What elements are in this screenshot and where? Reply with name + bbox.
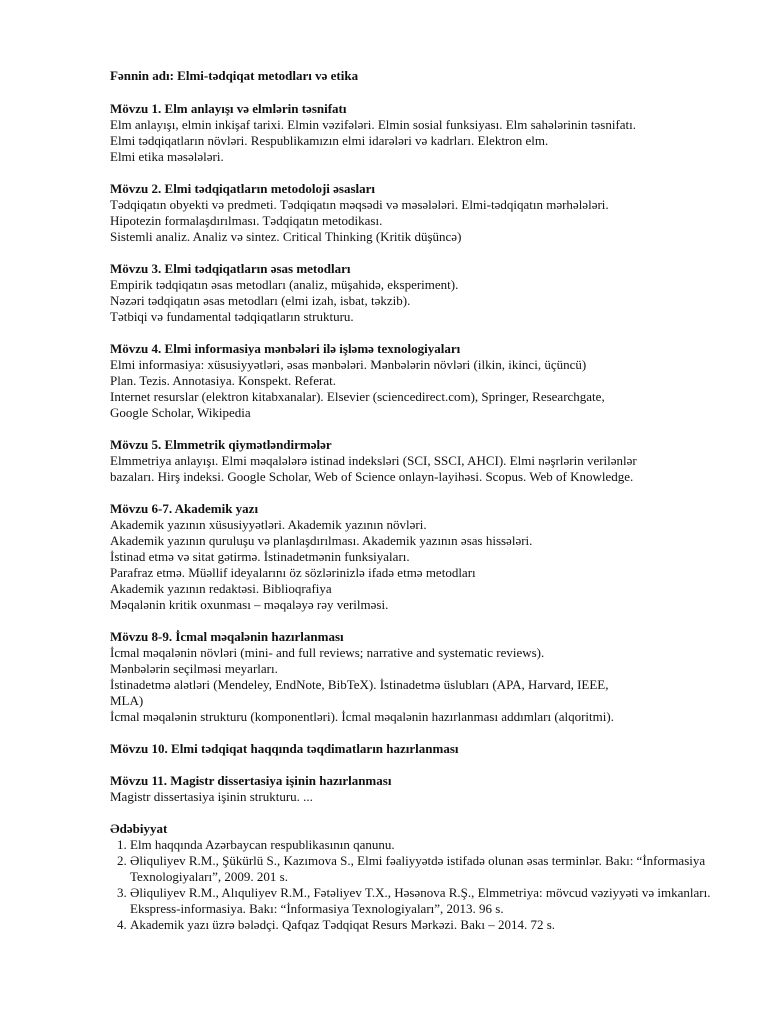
topic-line: Akademik yazının quruluşu və planlaşdırılması. Akademik yazının əsas hissələri. xyxy=(110,533,533,548)
topic-line: Elm anlayışı, elmin inkişaf tarixi. Elmin vəzifələri. Elmin sosial funksiyası. Elm sahələrinin təsnifatı. xyxy=(110,117,637,132)
topic-line: Empirik tədqiqatın əsas metodları (analiz, müşahidə, eksperiment). xyxy=(110,277,459,292)
topic-line: Tətbiqi və fundamental tədqiqatların strukturu. xyxy=(110,309,354,324)
topic-section xyxy=(110,341,718,421)
topic-section xyxy=(110,629,718,725)
topic-heading: Mövzu 11. Magistr dissertasiya işinin hazırlanması xyxy=(110,773,392,788)
topic-line: Elmi informasiya: xüsusiyyətləri, əsas mənbələri. Mənbələrin növləri (ilkin, ikinci, üçüncü) xyxy=(110,357,587,372)
topic-line: İcmal məqalənin növləri (mini- and full reviews; narrative and systematic reviews). xyxy=(110,645,545,660)
topic-heading: Mövzu 3. Elmi tədqiqatların əsas metodları xyxy=(110,261,351,276)
references-heading: Ədəbiyyat xyxy=(110,821,168,836)
topic-line: Məqalənin kritik oxunması – məqaləyə rəy verilməsi. xyxy=(110,597,389,612)
topic-line: Mənbələrin seçilməsi meyarları. xyxy=(110,661,278,676)
topic-line: Sistemli analiz. Analiz və sintez. Critical Thinking (Kritik düşüncə) xyxy=(110,229,462,244)
topic-section xyxy=(110,181,718,245)
topic-section xyxy=(110,261,718,325)
reference-item: 3. Əliquliyev R.M., Alıquliyev R.M., Fətəliyev T.X., Həsənova R.Ş., Elmmetriya: mövcud vəziyyəti və imkanları. Ekspress-informasiya. Bakı: “İnformasiya Texnologiyaları”, 2013. 96 s. xyxy=(130,885,718,917)
topic-line: Elmi tədqiqatların növləri. Respublikamızın elmi idarələri və kadrları. Elektron elm. xyxy=(110,133,549,148)
topic-section xyxy=(110,101,718,165)
topic-heading: Mövzu 1. Elm anlayışı və elmlərin təsnifatı xyxy=(110,101,347,116)
topic-heading: Mövzu 8-9. İcmal məqalənin hazırlanması xyxy=(110,629,344,644)
topic-section xyxy=(110,773,718,805)
topic-line: Nəzəri tədqiqatın əsas metodları (elmi izah, isbat, təkzib). xyxy=(110,293,411,308)
topic-line: Google Scholar, Wikipedia xyxy=(110,405,251,420)
topic-line: İstinadetmə alətləri (Mendeley, EndNote, BibTeX). İstinadetmə üslubları (APA, Harvard, IEEE, xyxy=(110,677,609,692)
topic-line: MLA) xyxy=(110,693,144,708)
topic-heading: Mövzu 6-7. Akademik yazı xyxy=(110,501,259,516)
topic-line: bazaları. Hirş indeksi. Google Scholar, Web of Science onlayn-layihəsi. Scopus. Web of Knowledge. xyxy=(110,469,634,484)
reference-item: 4. Akademik yazı üzrə bələdçi. Qafqaz Tədqiqat Resurs Mərkəzi. Bakı – 2014. 72 s. xyxy=(130,917,718,933)
topic-section xyxy=(110,741,718,757)
topic-line: İstinad etmə və sitat gətirmə. İstinadetmənin funksiyaları. xyxy=(110,549,410,564)
topic-line: İcmal məqalənin strukturu (komponentləri). İcmal məqalənin hazırlanması addımları (alqoritmi). xyxy=(110,709,614,724)
topic-line: Tədqiqatın obyekti və predmeti. Tədqiqatın məqsədi və məsələləri. Elmi-tədqiqatın mərhələləri. xyxy=(110,197,609,212)
topic-line: Elmmetriya anlayışı. Elmi məqalələrə istinad indeksləri (SCI, SSCI, AHCI). Elmi nəşrlərin verilənlər xyxy=(110,453,637,468)
reference-item: 1. Elm haqqında Azərbaycan respublikasının qanunu. xyxy=(130,837,718,853)
topic-line: Akademik yazının xüsusiyyətləri. Akademik yazının növləri. xyxy=(110,517,427,532)
topics-list xyxy=(110,101,718,805)
topic-line: Hipotezin formalaşdırılması. Tədqiqatın metodikası. xyxy=(110,213,383,228)
course-title: Fənnin adı: Elmi-tədqiqat metodları və etika xyxy=(110,68,359,83)
topic-heading: Mövzu 10. Elmi tədqiqat haqqında təqdimatların hazırlanması xyxy=(110,741,459,756)
topic-line: Magistr dissertasiya işinin strukturu. ... xyxy=(110,789,313,804)
topic-line: Elmi etika məsələləri. xyxy=(110,149,224,164)
topic-line: Parafraz etmə. Müəllif ideyalarını öz sözlərinizlə ifadə etmə metodları xyxy=(110,565,476,580)
reference-item: 2. Əliquliyev R.M., Şükürlü S., Kazımova S., Elmi fəaliyyətdə istifadə olunan əsas terminlər. Bakı: “İnformasiya Texnologiyaları”, 2009. 201 s. xyxy=(130,853,718,885)
topic-section xyxy=(110,437,718,485)
topic-line: Plan. Tezis. Annotasiya. Konspekt. Referat. xyxy=(110,373,336,388)
references-list xyxy=(110,837,718,933)
references-section xyxy=(110,821,718,933)
topic-section xyxy=(110,501,718,613)
topic-heading: Mövzu 2. Elmi tədqiqatların metodoloji əsasları xyxy=(110,181,376,196)
topic-heading: Mövzu 5. Elmmetrik qiymətləndirmələr xyxy=(110,437,332,452)
topic-line: Internet resurslar (elektron kitabxanalar). Elsevier (sciencedirect.com), Springer, Researchgate, xyxy=(110,389,605,404)
topic-heading: Mövzu 4. Elmi informasiya mənbələri ilə işləmə texnologiyaları xyxy=(110,341,461,356)
topic-line: Akademik yazının redaktəsi. Biblioqrafiya xyxy=(110,581,332,596)
